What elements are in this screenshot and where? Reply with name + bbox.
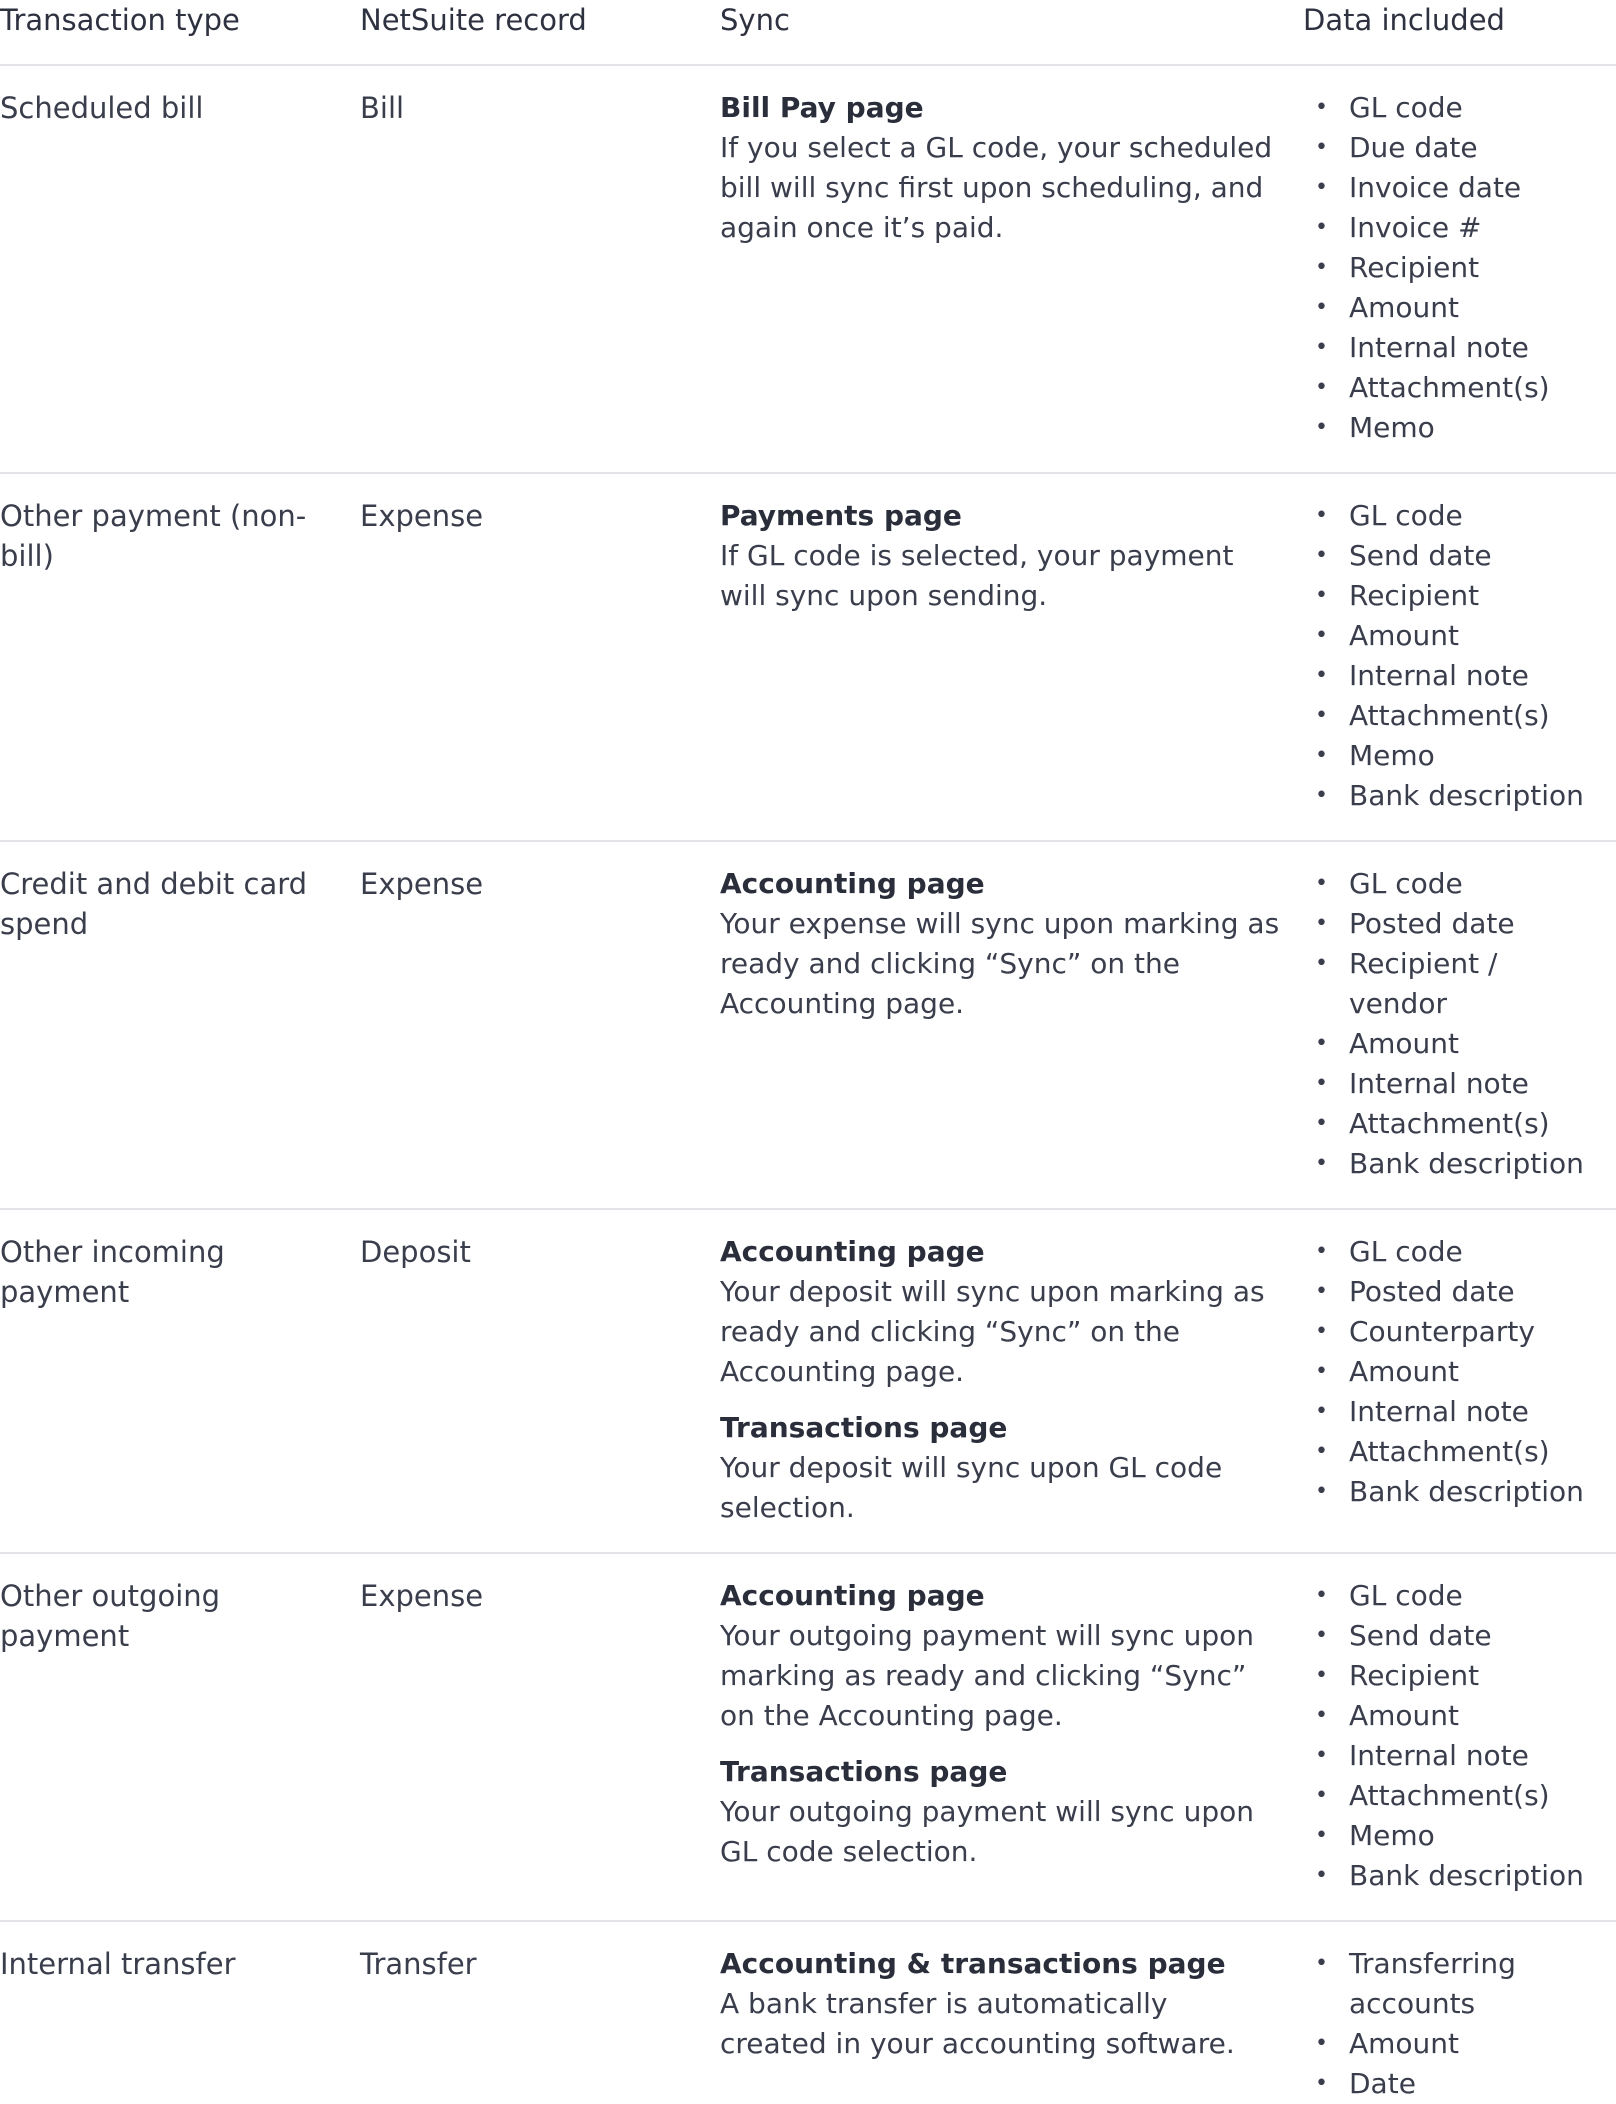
cell-sync <box>720 1209 1303 1553</box>
table-row <box>0 473 1616 841</box>
cell-transaction-type: Other outgoing payment <box>0 1553 360 1921</box>
cell-sync <box>720 473 1303 841</box>
list-item: • GL code <box>1315 864 1596 904</box>
list-item: • Attachment(s) <box>1315 696 1596 736</box>
cell-netsuite-record: Expense <box>360 473 720 841</box>
sync-block <box>720 1752 1283 1872</box>
list-item: • Bank description <box>1315 1856 1596 1896</box>
list-item: • Due date <box>1315 128 1596 168</box>
list-item: • Posted date <box>1315 904 1596 944</box>
list-item: • Amount <box>1315 2024 1596 2064</box>
table-row <box>0 1209 1616 1553</box>
header-sync: Sync <box>720 0 1303 65</box>
list-item: • Amount <box>1315 616 1596 656</box>
list-item: • Invoice # <box>1315 208 1596 248</box>
sync-description: If GL code is selected, your payment will sync upon sending. <box>720 539 1234 612</box>
list-item: • Amount <box>1315 1352 1596 1392</box>
list-item: • Attachment(s) <box>1315 1432 1596 1472</box>
list-item: • GL code <box>1315 1576 1596 1616</box>
sync-page-title: Accounting page <box>720 1235 985 1268</box>
sync-description: Your expense will sync upon marking as ready and clicking “Sync” on the Accounting page. <box>720 907 1280 1020</box>
data-list <box>1315 1576 1596 1896</box>
list-item: • Amount <box>1315 288 1596 328</box>
cell-netsuite-record: Deposit <box>360 1209 720 1553</box>
sync-block <box>720 864 1283 1024</box>
cell-data-included <box>1303 1209 1616 1553</box>
sync-page-title: Accounting & transactions page <box>720 1947 1226 1980</box>
list-item: • Bank description <box>1315 1144 1596 1184</box>
sync-page-title: Payments page <box>720 499 962 532</box>
sync-block <box>720 1944 1283 2064</box>
list-item: • Attachment(s) <box>1315 1776 1596 1816</box>
sync-page-title: Accounting page <box>720 1579 985 1612</box>
list-item: • Internal note <box>1315 328 1596 368</box>
data-list <box>1315 496 1596 816</box>
sync-description: If you select a GL code, your scheduled bill will sync first upon scheduling, and again once it’s paid. <box>720 131 1273 244</box>
sync-description: Your deposit will sync upon GL code selection. <box>720 1451 1223 1524</box>
sync-page-title: Transactions page <box>720 1755 1008 1788</box>
list-item: • Recipient / vendor <box>1315 944 1596 1024</box>
list-item: • Date <box>1315 2064 1596 2104</box>
sync-page-title: Transactions page <box>720 1411 1008 1444</box>
sync-block <box>720 496 1283 616</box>
list-item: • Bank description <box>1315 1472 1596 1512</box>
cell-data-included <box>1303 841 1616 1209</box>
sync-description: Your outgoing payment will sync upon marking as ready and clicking “Sync” on the Accounting page. <box>720 1619 1254 1732</box>
cell-data-included <box>1303 1921 1616 2104</box>
table-row <box>0 1921 1616 2104</box>
list-item: • Recipient <box>1315 1656 1596 1696</box>
sync-description: Your deposit will sync upon marking as ready and clicking “Sync” on the Accounting page. <box>720 1275 1265 1388</box>
cell-data-included <box>1303 473 1616 841</box>
list-item: • Attachment(s) <box>1315 1104 1596 1144</box>
list-item: • Send date <box>1315 1616 1596 1656</box>
data-list <box>1315 864 1596 1184</box>
cell-transaction-type: Other incoming payment <box>0 1209 360 1553</box>
list-item: • Memo <box>1315 408 1596 448</box>
cell-sync <box>720 65 1303 473</box>
data-list <box>1315 88 1596 448</box>
list-item: • Memo <box>1315 736 1596 776</box>
list-item: • Memo <box>1315 1816 1596 1856</box>
cell-netsuite-record: Bill <box>360 65 720 473</box>
cell-sync <box>720 1553 1303 1921</box>
sync-description: A bank transfer is automatically created in your accounting software. <box>720 1987 1235 2060</box>
list-item: • Recipient <box>1315 576 1596 616</box>
cell-transaction-type: Other payment (non-bill) <box>0 473 360 841</box>
list-item: • GL code <box>1315 1232 1596 1272</box>
header-data-included: Data included <box>1303 0 1616 65</box>
sync-block <box>720 88 1283 248</box>
sync-page-title: Accounting page <box>720 867 985 900</box>
sync-page-title: Bill Pay page <box>720 91 924 124</box>
list-item: • Bank description <box>1315 776 1596 816</box>
list-item: • Internal note <box>1315 656 1596 696</box>
header-row <box>0 0 1616 65</box>
sync-block <box>720 1232 1283 1392</box>
list-item: • Recipient <box>1315 248 1596 288</box>
cell-netsuite-record: Transfer <box>360 1947 477 1981</box>
list-item: • Amount <box>1315 1024 1596 1064</box>
list-item: • GL code <box>1315 496 1596 536</box>
list-item: • Posted date <box>1315 1272 1596 1312</box>
sync-block <box>720 1408 1283 1528</box>
table-row <box>0 841 1616 1209</box>
cell-data-included <box>1303 1553 1616 1921</box>
data-list <box>1315 1232 1596 1512</box>
cell-sync <box>720 1921 1303 2104</box>
cell-sync <box>720 841 1303 1209</box>
sync-block <box>720 1576 1283 1736</box>
table-row <box>0 65 1616 473</box>
cell-data-included <box>1303 65 1616 473</box>
cell-netsuite-record: Expense <box>360 841 720 1209</box>
list-item: • Internal note <box>1315 1064 1596 1104</box>
list-item: • GL code <box>1315 88 1596 128</box>
list-item: • Send date <box>1315 536 1596 576</box>
cell-transaction-type: Internal transfer <box>0 1947 236 1981</box>
list-item: • Internal note <box>1315 1392 1596 1432</box>
list-item: • Transferring accounts <box>1315 1944 1596 2024</box>
data-list <box>1315 1944 1596 2104</box>
sync-description: Your outgoing payment will sync upon GL code selection. <box>720 1795 1254 1868</box>
header-transaction-type: Transaction type <box>0 0 360 65</box>
table-row <box>0 1553 1616 1921</box>
header-netsuite-record: NetSuite record <box>360 0 720 65</box>
cell-netsuite-record: Expense <box>360 1553 720 1921</box>
list-item: • Invoice date <box>1315 168 1596 208</box>
list-item: • Internal note <box>1315 1736 1596 1776</box>
list-item: • Attachment(s) <box>1315 368 1596 408</box>
list-item: • Counterparty <box>1315 1312 1596 1352</box>
cell-transaction-type: Scheduled bill <box>0 65 360 473</box>
cell-transaction-type: Credit and debit card spend <box>0 841 360 1209</box>
list-item: • Amount <box>1315 1696 1596 1736</box>
